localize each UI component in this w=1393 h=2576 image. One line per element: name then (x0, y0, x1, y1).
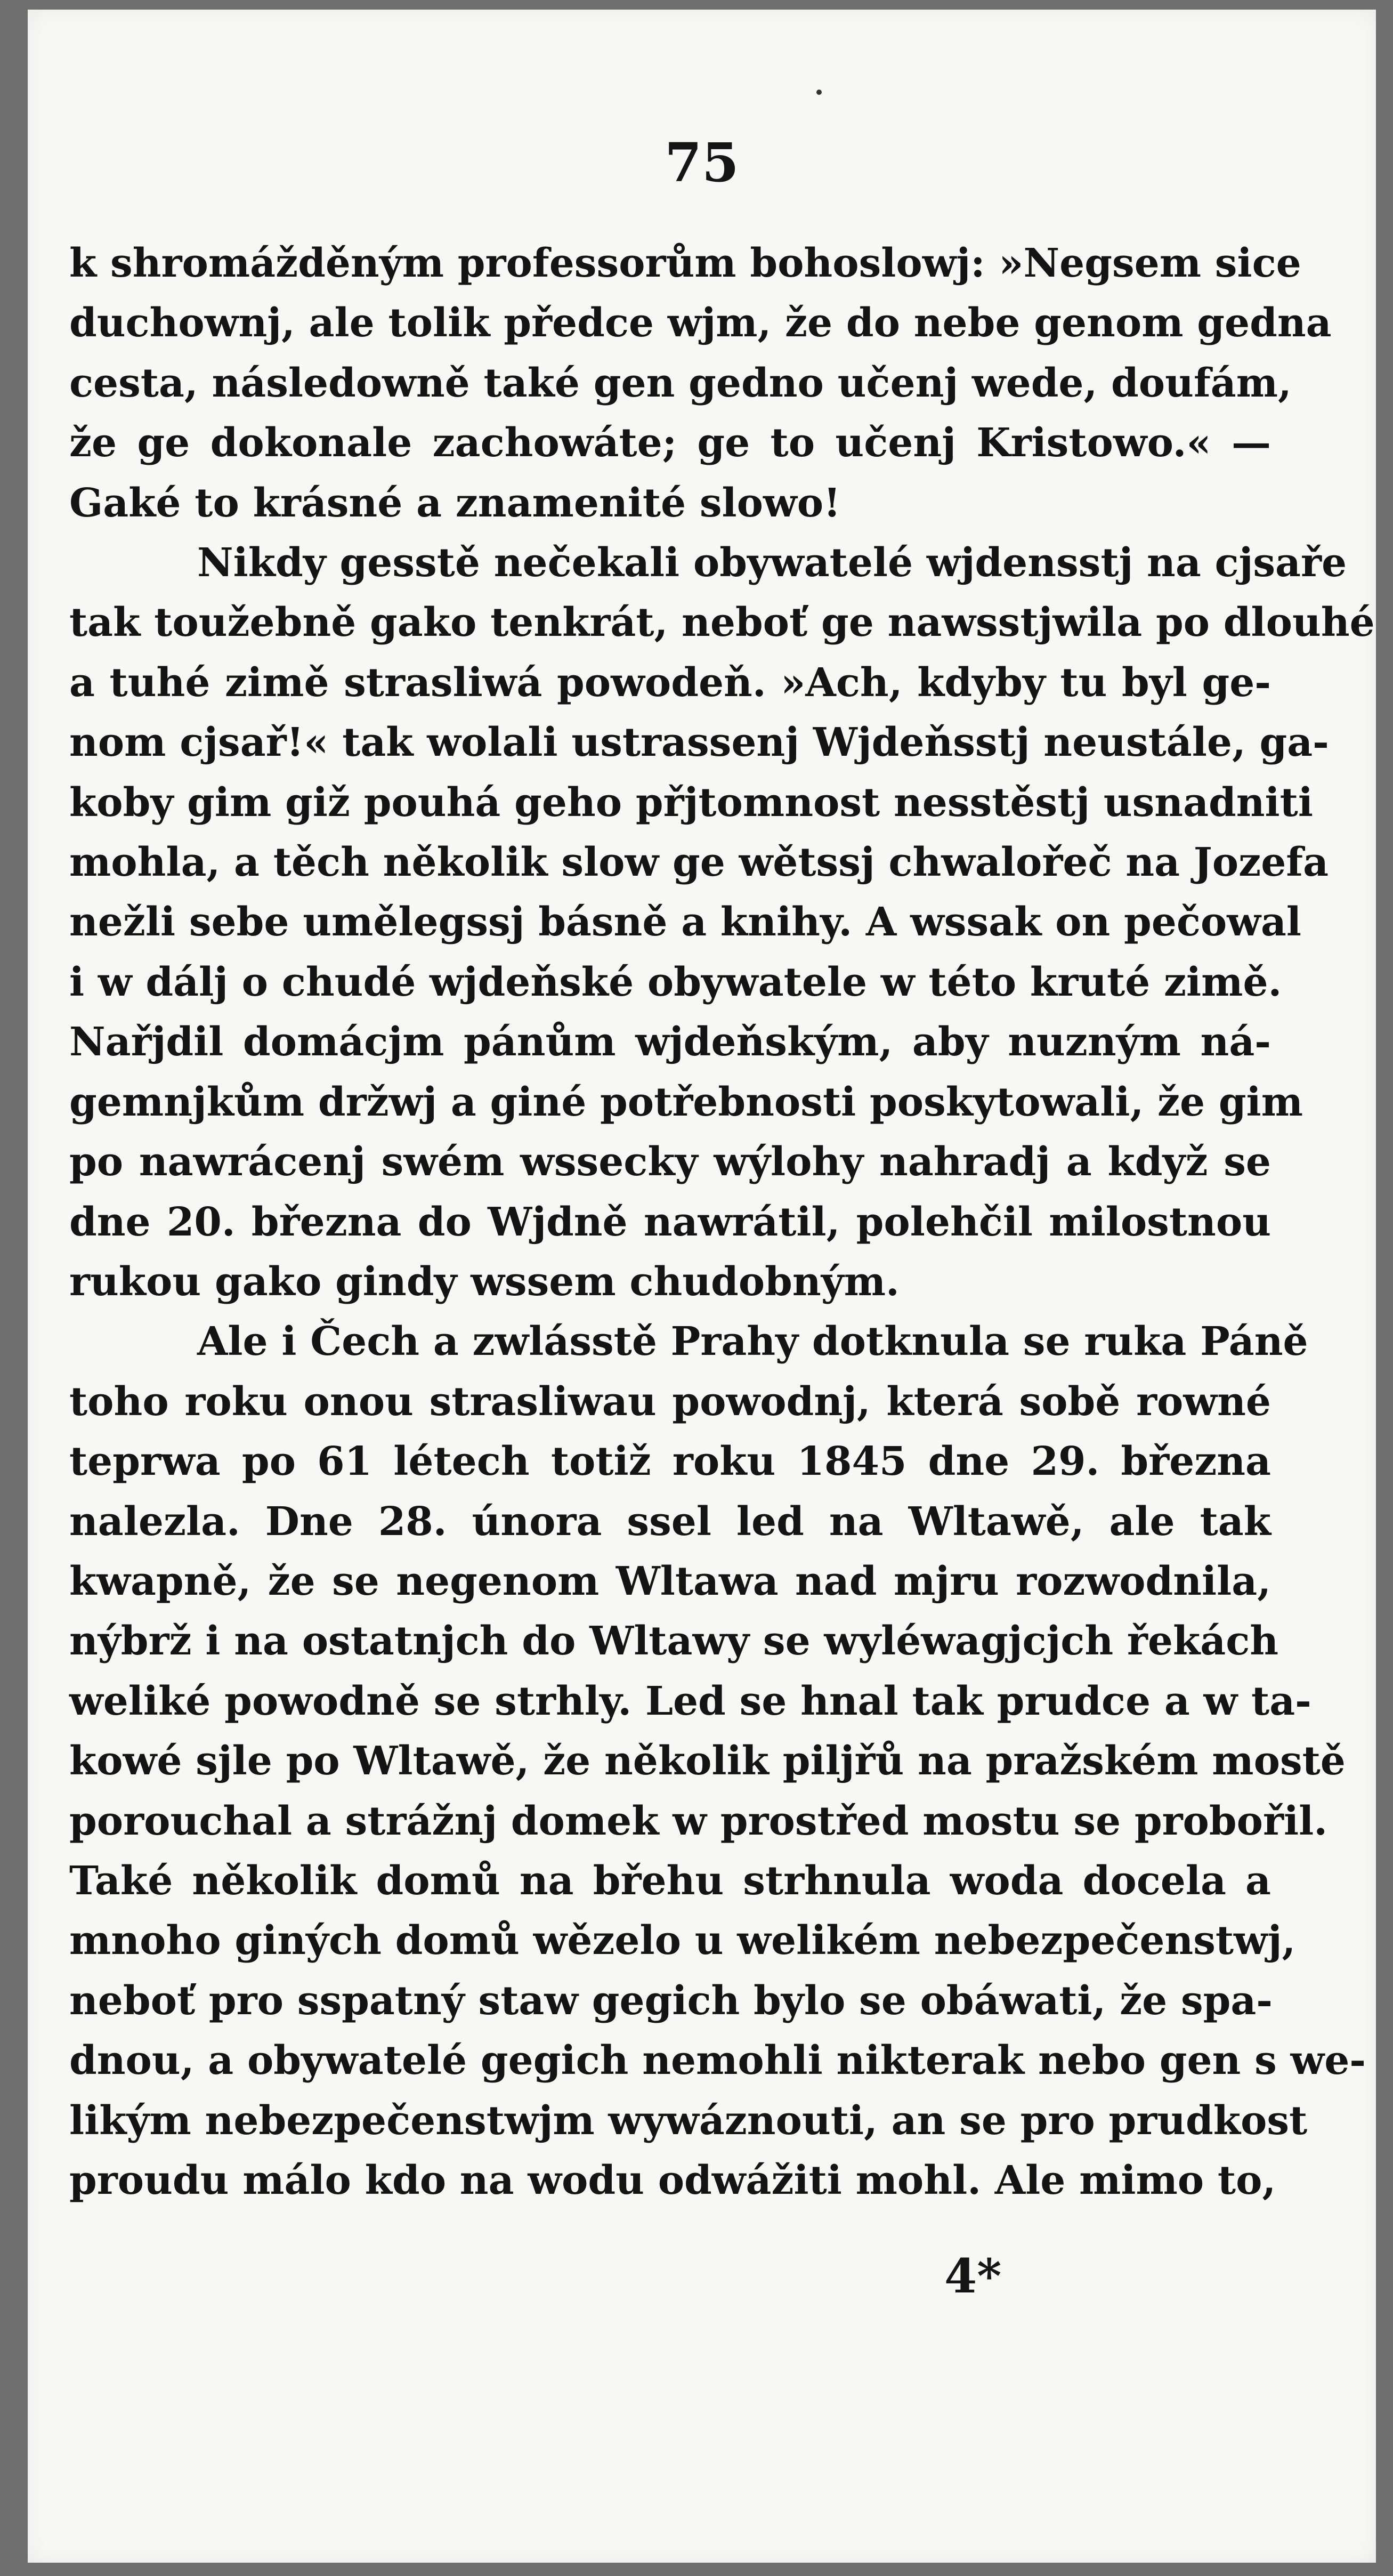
text-line: Nařjdil domácjm pánům wjdeňským, aby nuzným ná- (69, 1019, 1271, 1065)
text-line: nom cjsař!« tak wolali ustrassenj Wjdeňsstj neustále, ga- (69, 720, 1329, 766)
text-line: kowé sjle po Wltawě, že několik piljřů na pražském mostě (69, 1738, 1346, 1784)
text-line: koby gim giž pouhá geho přjtomnost nesstěstj usnadniti (69, 779, 1313, 826)
text-line: duchownj, ale tolik předce wjm, že do nebe genom gedna (69, 300, 1332, 346)
text-line: proudu málo kdo na wodu odwážiti mohl. Ale mimo to, (69, 2158, 1276, 2203)
paragraph (69, 533, 1375, 1312)
text-line: rukou gako gindy wssem chudobným. (69, 1258, 900, 1305)
text-line: nalezla. Dne 28. února ssel led na Wltawě, ale tak (69, 1498, 1271, 1545)
text-line: i w dálj o chudé wjdeňské obywatele w této kruté zimě. (69, 959, 1282, 1005)
text-line: k shromážděným professorům bohoslowj: »Negsem sice (69, 240, 1301, 286)
body-text (69, 233, 1375, 2210)
text-line: dne 20. března do Wjdně nawrátil, polehčil milostnou (69, 1199, 1271, 1245)
text-line: že ge dokonale zachowáte; ge to učenj Kristowo.« — (69, 420, 1271, 466)
text-line: kwapně, že se negenom Wltawa nad mjru rozwodnila, (69, 1558, 1271, 1604)
text-line: Ale i Čech a zwlásstě Prahy dotknula se ruka Páně (197, 1319, 1308, 1365)
paragraph (69, 1312, 1366, 2210)
text-line: mohla, a těch několik slow ge wětssj chwalořeč na Jozefa (69, 839, 1329, 886)
text-line: nýbrž i na ostatnjch do Wltawy se wyléwagjcjch řekách (69, 1618, 1279, 1665)
ink-speck (816, 90, 822, 95)
text-line: Nikdy gesstě nečekali obywatelé wjdensstj na cjsaře (197, 540, 1347, 586)
text-line: weliké powodně se strhly. Led se hnal tak prudce a w ta- (69, 1678, 1311, 1724)
text-line: tak toužebně gako tenkrát, neboť ge nawsstjwila po dlouhé (69, 600, 1375, 646)
text-line: neboť pro sspatný staw gegich bylo se obáwati, že spa- (69, 1977, 1273, 2024)
text-line: toho roku onou strasliwau powodnj, která sobě rowné (69, 1378, 1271, 1425)
page-number: 75 (665, 131, 739, 194)
signature-mark: 4* (944, 2248, 1002, 2304)
text-line: likým nebezpečenstwjm wywáznouti, an se pro prudkost (69, 2097, 1308, 2144)
text-line: po nawrácenj swém wssecky wýlohy nahradj a když se (69, 1139, 1271, 1185)
text-line: a tuhé zimě strasliwá powodeň. »Ach, kdyby tu byl ge- (69, 659, 1271, 706)
text-line: Také několik domů na břehu strhnula woda docela a (69, 1858, 1271, 1904)
text-line: nežli sebe umělegssj básně a knihy. A wssak on pečowal (69, 899, 1302, 946)
text-line: teprwa po 61 létech totiž roku 1845 dne 29. března (69, 1439, 1271, 1485)
text-line: mnoho giných domů wězelo u welikém nebezpečenstwj, (69, 1918, 1296, 1964)
text-line: dnou, a obywatelé gegich nemohli nikterak nebo gen s we- (69, 2038, 1366, 2084)
paragraph (69, 233, 1332, 533)
text-line: gemnjkům držwj a giné potřebnosti poskytowali, že gim (69, 1079, 1303, 1125)
text-line: Gaké to krásné a znamenité slowo! (69, 480, 841, 526)
book-page (28, 10, 1376, 2563)
text-line: cesta, následowně také gen gedno učenj wede, doufám, (69, 360, 1292, 406)
text-line: porouchal a strážnj domek w prostřed mostu se probořil. (69, 1798, 1327, 1844)
